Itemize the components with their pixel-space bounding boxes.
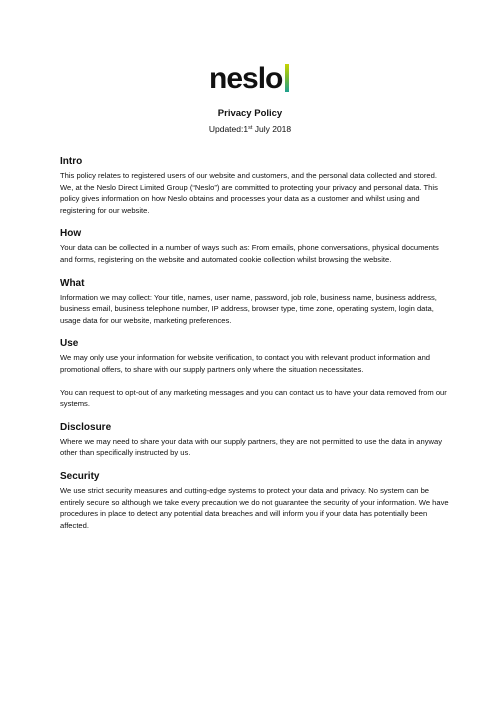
updated-ordinal: st xyxy=(248,125,253,131)
updated-prefix: Updated:1 xyxy=(208,124,249,134)
section-security xyxy=(60,470,450,531)
section-use xyxy=(60,337,450,409)
policy-content xyxy=(60,155,450,542)
updated-rest: July 2018 xyxy=(252,124,292,134)
section-heading: Use xyxy=(60,338,79,350)
document-title: Privacy Policy xyxy=(217,108,283,119)
logo-bar-icon xyxy=(285,64,289,92)
section-how xyxy=(60,227,450,265)
section-heading: What xyxy=(60,277,85,289)
section-heading: How xyxy=(60,228,82,240)
section-intro xyxy=(60,155,450,216)
section-paragraph: You can request to opt-out of any marketing messages and you can contact us to have your data removed from our systems. xyxy=(60,387,447,409)
section-heading: Intro xyxy=(60,156,83,167)
neslo-logo xyxy=(209,60,299,94)
section-disclosure xyxy=(60,421,450,459)
section-paragraph: We use strict security measures and cutting-edge systems to protect your data and privacy. No system can be entirely secure so although we take every precaution we do not guarantee the security of your information. We have procedures in place to detect any potential data breaches and will inform you if your data has potentially been affected. xyxy=(60,485,449,530)
document-header xyxy=(0,107,500,135)
section-paragraph: Information we may collect: Your title, names, user name, password, job role, business name, business address, business email, business telephone number, IP address, browser type, time zone, operating system, login data, usage data for our website, marketing preferences. xyxy=(60,292,437,325)
section-paragraph: Your data can be collected in a number of ways such as: From emails, phone conversations, physical documents and forms, registering on the website and automated cookie collection whilst browsing the website. xyxy=(60,243,439,264)
section-paragraph: We may only use your information for website verification, to contact you with relevant product information and promotional offers, to share with our supply partners only where the situation necessitates. xyxy=(60,353,431,374)
section-heading: Disclosure xyxy=(60,421,112,433)
section-paragraph: Where we may need to share your data with our supply partners, they are not permitted to use the data in anyway other than specifically instructed by us. xyxy=(60,436,443,458)
section-heading: Security xyxy=(60,470,100,482)
updated-date xyxy=(0,122,500,135)
section-what xyxy=(60,277,450,327)
section-paragraph: This policy relates to registered users of our website and customers, and the personal data collected and stored. We, at the Neslo Direct Limited Group (“Neslo”) are committed to protecting your privacy and personal data. This policy gives information on how Neslo obtains and processes your data as a customer and whilst using and registering for our website. xyxy=(60,171,438,215)
logo-wordmark: neslo xyxy=(209,62,283,95)
